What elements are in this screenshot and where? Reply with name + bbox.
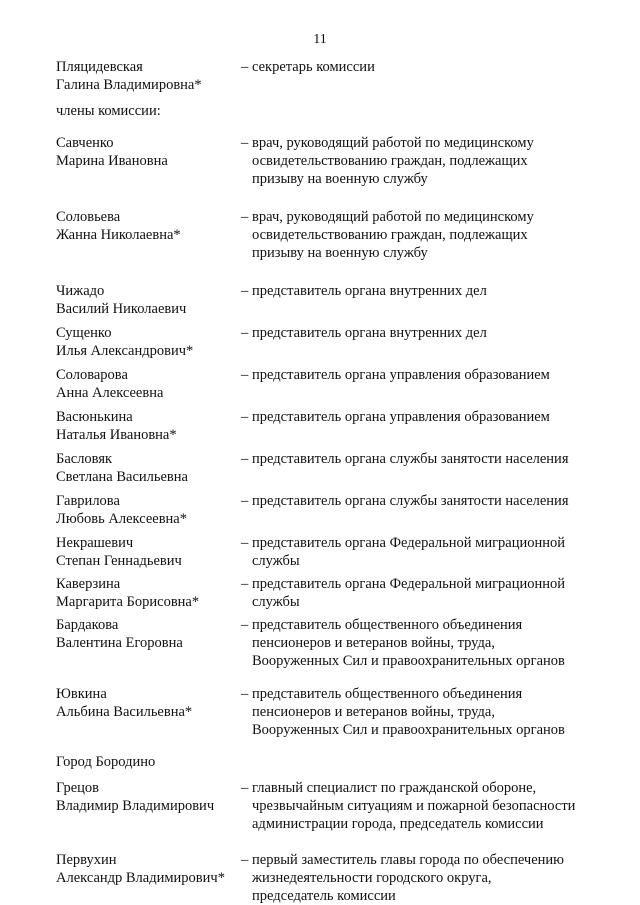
- member-given-names: Владимир Владимирович: [56, 798, 215, 814]
- dash-separator: –: [241, 576, 249, 592]
- member-surname: Сущенко: [56, 325, 112, 341]
- member-surname: Первухин: [56, 852, 117, 868]
- member-name: [56, 208, 241, 262]
- member-entry: [56, 575, 606, 611]
- dash-separator: –: [241, 617, 249, 633]
- member-name: [56, 408, 241, 444]
- role-line: секретарь комиссии: [252, 59, 375, 75]
- dash-separator: –: [241, 135, 249, 151]
- member-name: [56, 134, 241, 188]
- role-line: представитель органа управления образованием: [252, 367, 550, 383]
- dash-separator: –: [241, 209, 249, 225]
- role-line: освидетельствованию граждан, подлежащих: [252, 227, 528, 243]
- member-role: [241, 208, 606, 262]
- member-entry: [56, 282, 606, 318]
- member-role: [241, 282, 606, 318]
- role-line: первый заместитель главы города по обеспечению: [252, 852, 565, 868]
- dash-separator: –: [241, 367, 249, 383]
- member-surname: Пляцидевская: [56, 59, 143, 75]
- role-line: Вооруженных Сил и правоохранительных органов: [252, 722, 565, 738]
- page-number: 11: [313, 32, 327, 47]
- role-line: представитель общественного объединения: [252, 686, 523, 702]
- role-line: представитель органа внутренних дел: [252, 325, 487, 341]
- role-line: освидетельствованию граждан, подлежащих: [252, 153, 528, 169]
- member-given-names: Любовь Алексеевна*: [56, 511, 187, 527]
- role-line: жизнедеятельности городского округа,: [252, 870, 492, 886]
- member-name: [56, 492, 241, 528]
- dash-separator: –: [241, 59, 249, 75]
- role-line: администрации города, председатель комиссии: [252, 816, 544, 832]
- role-line: призыву на военную службу: [252, 245, 428, 261]
- member-surname: Соловарова: [56, 367, 128, 383]
- member-surname: Бардакова: [56, 617, 119, 633]
- member-entry: [56, 492, 606, 528]
- dash-separator: –: [241, 535, 249, 551]
- dash-separator: –: [241, 409, 249, 425]
- member-role: [241, 450, 606, 486]
- member-role: [241, 685, 606, 739]
- member-entry: [56, 324, 606, 360]
- member-name: [56, 616, 241, 670]
- member-surname: Ювкина: [56, 686, 107, 702]
- member-given-names: Альбина Васильевна*: [56, 704, 193, 720]
- member-role: [241, 575, 606, 611]
- member-surname: Грецов: [56, 780, 100, 796]
- member-given-names: Маргарита Борисовна*: [56, 594, 200, 610]
- role-line: пенсионеров и ветеранов войны, труда,: [252, 704, 495, 720]
- member-given-names: Галина Владимировна*: [56, 77, 202, 93]
- member-surname: Соловьева: [56, 209, 121, 225]
- member-entry: [56, 450, 606, 486]
- member-role: [241, 58, 606, 94]
- member-entry: [56, 408, 606, 444]
- dash-separator: –: [241, 283, 249, 299]
- member-entry: [56, 685, 606, 739]
- member-entry: [56, 58, 606, 94]
- dash-separator: –: [241, 451, 249, 467]
- role-line: службы: [252, 553, 300, 569]
- member-name: [56, 851, 241, 905]
- dash-separator: –: [241, 493, 249, 509]
- dash-separator: –: [241, 686, 249, 702]
- member-role: [241, 492, 606, 528]
- member-role: [241, 534, 606, 570]
- member-given-names: Илья Александрович*: [56, 343, 194, 359]
- member-role: [241, 134, 606, 188]
- member-role: [241, 408, 606, 444]
- member-given-names: Анна Алексеевна: [56, 385, 164, 401]
- member-surname: Васюнькина: [56, 409, 133, 425]
- member-role: [241, 779, 606, 833]
- dash-separator: –: [241, 852, 249, 868]
- member-role: [241, 851, 606, 905]
- role-line: представитель органа управления образованием: [252, 409, 550, 425]
- member-role: [241, 366, 606, 402]
- member-surname: Басловяк: [56, 451, 113, 467]
- role-line: представитель органа службы занятости населения: [252, 493, 569, 509]
- member-surname: Савченко: [56, 135, 114, 151]
- member-given-names: Жанна Николаевна*: [56, 227, 181, 243]
- role-line: призыву на военную службу: [252, 171, 428, 187]
- member-surname: Каверзина: [56, 576, 121, 592]
- role-line: представитель органа службы занятости населения: [252, 451, 569, 467]
- member-given-names: Александр Владимирович*: [56, 870, 225, 886]
- member-entry: [56, 366, 606, 402]
- role-line: представитель органа Федеральной миграционной: [252, 576, 566, 592]
- member-given-names: Степан Геннадьевич: [56, 553, 182, 569]
- member-name: [56, 534, 241, 570]
- member-entry: [56, 134, 606, 188]
- role-line: председатель комиссии: [252, 888, 396, 904]
- member-name: [56, 282, 241, 318]
- member-entry: [56, 208, 606, 262]
- role-line: пенсионеров и ветеранов войны, труда,: [252, 635, 495, 651]
- member-name: [56, 685, 241, 739]
- dash-separator: –: [241, 780, 249, 796]
- member-role: [241, 324, 606, 360]
- member-name: [56, 450, 241, 486]
- member-given-names: Светлана Васильевна: [56, 469, 188, 485]
- member-name: [56, 366, 241, 402]
- member-name: [56, 58, 241, 94]
- member-entry: [56, 616, 606, 670]
- member-name: [56, 575, 241, 611]
- member-given-names: Наталья Ивановна*: [56, 427, 177, 443]
- member-given-names: Марина Ивановна: [56, 153, 168, 169]
- member-entry: [56, 779, 606, 833]
- member-role: [241, 616, 606, 670]
- role-line: представитель органа Федеральной миграционной: [252, 535, 566, 551]
- member-surname: Чижадо: [56, 283, 105, 299]
- role-line: представитель органа внутренних дел: [252, 283, 487, 299]
- member-given-names: Василий Николаевич: [56, 301, 187, 317]
- role-line: службы: [252, 594, 300, 610]
- member-name: [56, 324, 241, 360]
- member-surname: Гаврилова: [56, 493, 120, 509]
- section-heading: Город Бородино: [56, 754, 156, 770]
- commission-list: [56, 58, 606, 905]
- dash-separator: –: [241, 325, 249, 341]
- section-heading: члены комиссии:: [56, 103, 161, 119]
- role-line: врач, руководящий работой по медицинскому: [252, 135, 534, 151]
- member-surname: Некрашевич: [56, 535, 134, 551]
- member-entry: [56, 534, 606, 570]
- role-line: Вооруженных Сил и правоохранительных органов: [252, 653, 565, 669]
- role-line: врач, руководящий работой по медицинскому: [252, 209, 534, 225]
- role-line: представитель общественного объединения: [252, 617, 523, 633]
- member-given-names: Валентина Егоровна: [56, 635, 183, 651]
- role-line: чрезвычайным ситуациям и пожарной безопасности: [252, 798, 576, 814]
- role-line: главный специалист по гражданской обороне,: [252, 780, 537, 796]
- member-name: [56, 779, 241, 833]
- member-entry: [56, 851, 606, 905]
